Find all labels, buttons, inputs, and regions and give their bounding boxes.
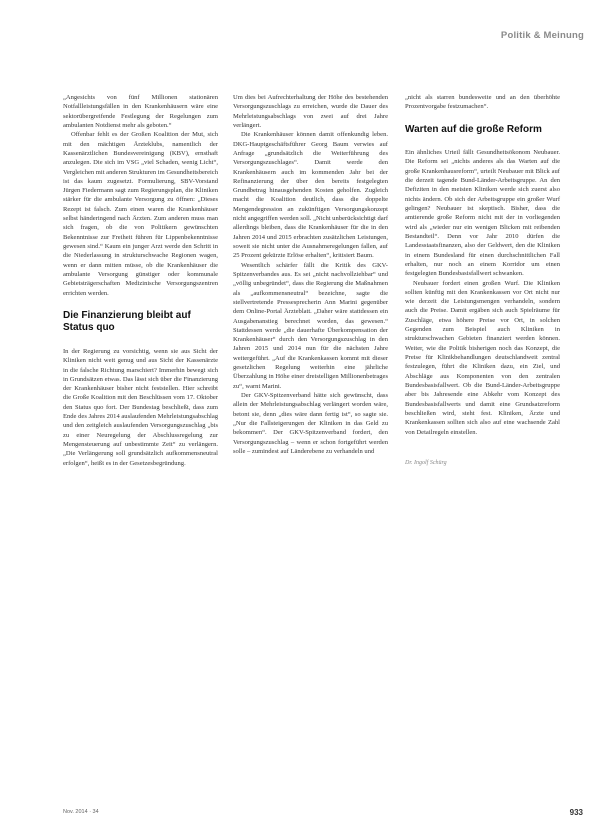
paragraph: „nicht als starren bundesweite und an den überhöhte Prozentvorgabe festzumachen“. [405, 94, 560, 111]
paragraph: Ein ähnliches Urteil fällt Gesundheitsökonom Neubauer. Die Reform sei „nichts anderes als das Warten auf die große Krankenhausreform“, urteilt Neubauer mit Blick auf die derzeit tagende Bund-Länder-Arbeitsgruppe. An den Defiziten in den meisten Kliniken werde sich zuerst also nichts ändern. Ob sich der Arbeitsgruppe ein großer Wurf gelingen? Neubauer ist skeptisch. Bisher, dass die amtierende große Reform nicht mit der in vorliegenden wird als „wieder nur ein wenigen Blicken mit reibenden Bestandteil“. Denn vor Jahr 2010 dürfen die Landesstaatsfinanzen, also der Geldwert, den die Kliniken in einem Bundesland für einen durchschnittlichen Fall erhalten, nur noch an einem Korridor um einen festgelegten Bundesbasisfallwert schwanken. [405, 149, 560, 278]
column-left [63, 93, 218, 468]
paragraph: Der GKV-Spitzenverband hätte sich gewünscht, dass allein der Mehrleistungsabschlag verlängert worden wäre, betont sie, denn „dies wäre dann fertig ist“, so sagte sie. „Nur die Fallsteigerungen der Kliniken in das Geld zu bekommen“. Der GKV-Spitzenverband fordert, den Versorgungszuschlag – wenn er schon fortgeführt werden solle – zumindest auf Länderebene zu verhandeln und [233, 392, 388, 455]
paragraph: Neubauer fordert einen großen Wurf. Die Kliniken sollten künftig mit den Krankenkassen vor Ort nicht nur wie derzeit die Leistungsmengen verhandeln, sondern auch die Preise. Damit ergäben sich auch Spielräume für Zuschläge, etwa höhere Preise vor Ort, in solchen Gegenden zum Beispiel auch Kliniken in strukturschwachen Gebieten finanziert werden können. Weiter, wie die Politik bisherigen noch das Konzept, die Preise für Klinikbehandlungen deutschlandweit zentral festzulegen, führt die Kliniken dazu, ein Ziel, und Abschläge aus Komponenten von den zentralen Bundesbasisfallwert. Ob die Bund-Länder-Arbeitsgruppe aber bis Jahresende eine Abkehr vom Konzept des Bundesbasisfallwerts und damit eine Grundsatzreform beschließen wird, steht fest. Kliniken, Ärzte und Krankenkassen sollten sich also auf eine wachsende Zahl von Detailregeln einstellen. [405, 279, 560, 436]
issue-info: Nov. 2014 · 34 [63, 809, 99, 815]
subheading-reform: Warten auf die große Reform [405, 123, 542, 135]
subheading-financing: Die Finanzierung bleibt auf Status quo [63, 309, 191, 334]
column-middle [233, 93, 388, 456]
paragraph: In der Regierung zu vorsichtig, wenn sie aus Sicht der Kliniken nicht weit genug und aus Sicht der Kassenärzte in die falsche Richtung marschiert? Immerhin bewegt sich in Grundsätzen etwas. Das lässt sich über die Finanzierung der Krankenhäuser bisher nicht feststellen. Hier schreibt die Große Koalition mit den Beschlüssen vom 17. Oktober den Status quo fort. Der Bundestag beschließt, dass zum Ende des Jahres 2014 auslaufenden Mehrleistungsabschlag und den zeitgleich auslaufenden Versorgungszuschlag „bis zu einer Neuregelung der Abschlussregelung zur Mengensteuerung auf unbestimmte Zeit“ zu verlängern. „Die Verlängerung soll grundsätzlich aufkommensneutral erfolgen“, heißt es in der Gesetzesbegründung. [63, 347, 218, 467]
author-byline: Dr. Ingolf Schürg [405, 459, 447, 466]
paragraph: „Angesichts von fünf Millionen stationären Notfallleistungsfällen in den Krankenhäusern wäre eine sektorübergreifende Festlegung der Regelungen zum ambulanten Notdienst mehr als geboten.“ [63, 94, 218, 129]
paragraph: Offenbar fehlt es der Großen Koalition der Mut, sich mit den mächtigen Ärzteklubs, namentlich der Kassenärztlichen Bundesvereinigung (KBV), ernsthaft anzulegen. Die sich im VSG „viel Schaden, wenig Licht“, Vergleichen mit anderen Strukturen im Gesundheitsbereich ist das kaum zugesetzt. Formulierung, SBV-Vorstand Jürgen Fiedermann sagt zum Regierungsplan, die Kliniken stärker für die ambulante Versorgung zu öffnen: „Dieses Rezept ist falsch. Zum einen waren die Krankenhäuser selbst händeringend nach Ärzten. Zum anderen muss man sich fragen, ob die von Politikern gewünschten Bekenntnisse zur Freiheit führen für Lippenbekenntnisse gewesen sind.“ Kaum ein junger Arzt werde den Schritt in die Niederlassung in strukturschwache Regionen wagen, wenn er dann mitten müsse, ob die Krankenhäuser die ambulante Versorgung günstiger oder kommunale Gebietsträgerschaften Medizinische Versorgungszentren errichten werden. [63, 131, 218, 297]
paragraph: Um dies bei Aufrechterhaltung der Höhe des bestehenden Versorgungszuschlags zu erreichen, wurde die Dauer des Mehrleistungsabschlags von zwei auf drei Jahre verlängert. [233, 94, 388, 129]
paragraph: Die Krankenhäuser können damit offenkundig leben. DKG-Hauptgeschäftsführer Georg Baum verwies auf Anfrage „grundsätzlich die Weiterführung des Versorgungszuschlages“. Damit werde den Krankenhäusern auch im kommenden Jahr bei der Refinanzierung der über den bereits festgelegten Grundbetrag hinausgehenden Kosten geholfen. Zugleich macht die Koalition deutlich, dass die doppelte Mengendegression an zukünftigen Versorgungskonzept nicht angegriffen werden soll. „Nicht unberücksichtigt darf allerdings bleiben, dass die Krankenhäuser für die in den Jahren 2014 und 2015 erbrachten zusätzlichen Leistungen, soweit sie nicht unter die Ausnahmeregelungen fallen, auf 25 Prozent gekürzte Erlöse erhalten“, kritisiert Baum. [233, 131, 388, 260]
paragraph: Wesentlich schärfer fällt die Kritik des GKV-Spitzenverbandes aus. Es sei „nicht nachvollziehbar“ und „völlig unbegründet“, dass die Regierung die Maßnahmen als „aufkommensneutral“ bezeichne, sagte die stellvertretende Pressesprecherin Ann Marini gegenüber dem Online-Portal Ärzteblatt. „Daher wäre stattdessen ein Ausgabenanstieg berechnet worden, das gewesen.“ Stattdessen werde „die dauerhafte Überkompensation der Krankenhäuser“ durch den Versorgungszuschlag in den Jahren 2015 und 2014 nun für die nächsten Jahre weitergeführt. „Auf die Krankenkassen kommt mit dieser gesetzlichen Regelung weiterhin eine jährliche Überzahlung in Höhe einer dreistelligen Millionenbetrages zu“, warnt Marini. [233, 261, 388, 390]
page-number: 933 [569, 808, 583, 817]
column-right [405, 93, 560, 468]
section-title: Politik & Meinung [500, 30, 584, 41]
